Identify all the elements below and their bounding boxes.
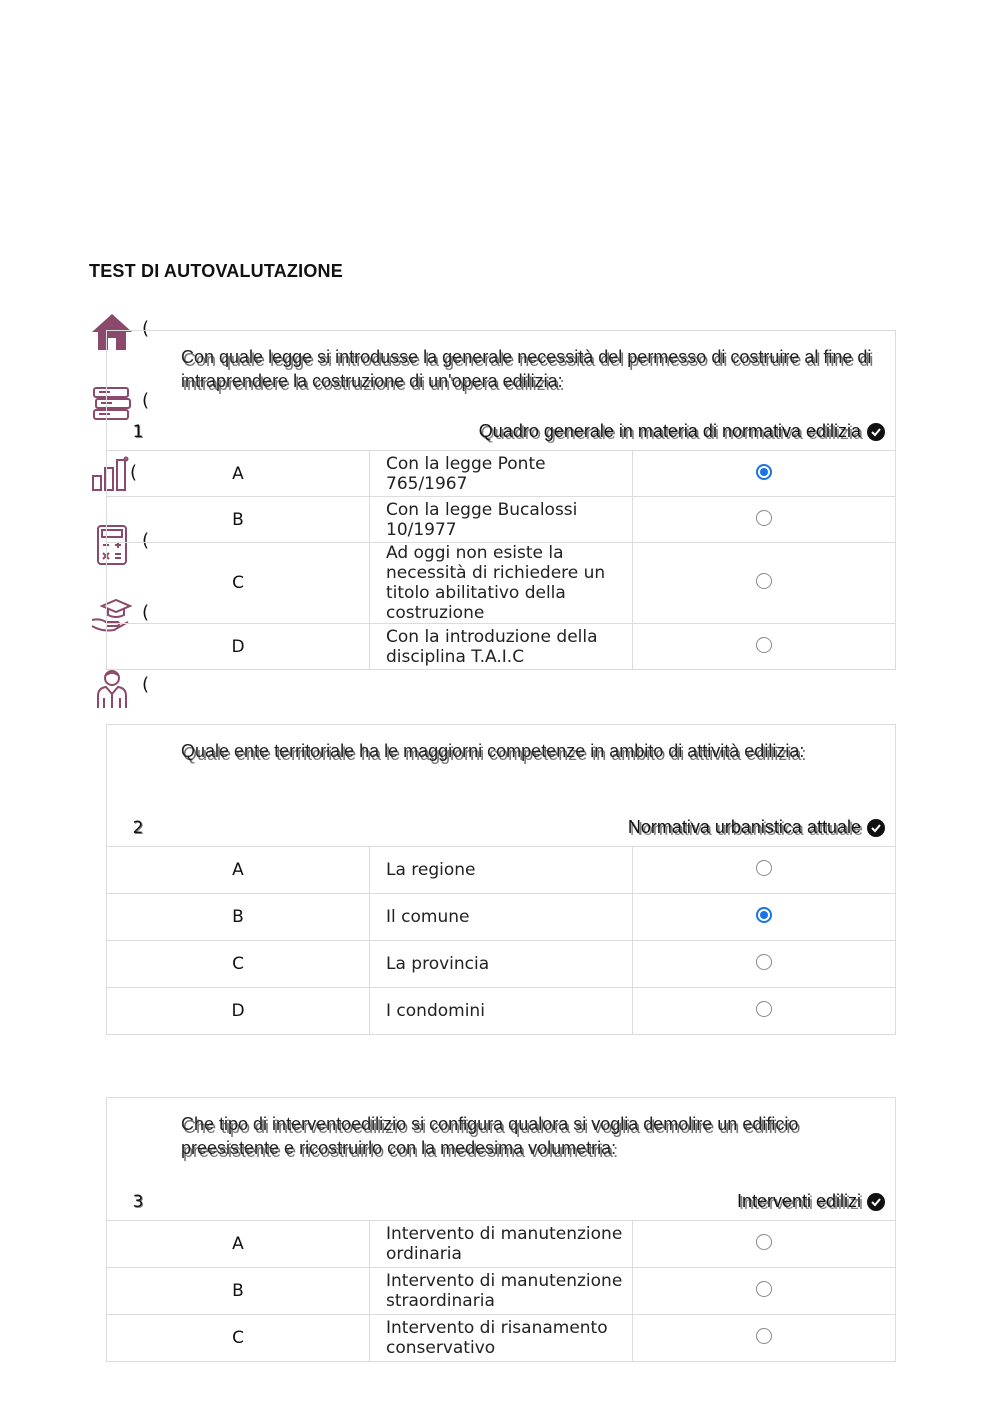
option-radio[interactable] [756, 1281, 772, 1297]
option-letter: B [107, 1268, 370, 1315]
question-text: Con quale legge si introdusse la generale necessità del permesso di costruire al fine di intraprendere la costruzione di un'opera edilizia: [181, 347, 872, 391]
option-row[interactable] [107, 1221, 896, 1268]
option-row[interactable] [107, 543, 896, 624]
option-text: Con la legge Ponte 765/1967 [370, 451, 633, 497]
option-radio[interactable] [756, 510, 772, 526]
question-category [479, 421, 885, 442]
option-row[interactable] [107, 847, 896, 894]
option-letter: B [107, 497, 370, 543]
option-radio[interactable] [756, 464, 772, 480]
option-radio[interactable] [756, 1001, 772, 1017]
option-radio[interactable] [756, 1328, 772, 1344]
question-text: Che tipo di interventoedilizio si configura qualora si voglia demolire un edificio preesistente e ricostruirlo con la medesima volumetria: [181, 1114, 799, 1158]
option-letter: D [107, 988, 370, 1035]
question-table [106, 330, 896, 670]
question-number: 2 [132, 818, 144, 838]
nav-paren: ( [142, 602, 150, 623]
option-text: I condomini [370, 988, 633, 1035]
question-table [106, 724, 896, 1035]
option-radio[interactable] [756, 637, 772, 653]
option-text: Il comune [370, 894, 633, 941]
option-row[interactable] [107, 988, 896, 1035]
option-text: Intervento di risanamento conservativo [370, 1315, 633, 1362]
check-circle-icon [867, 1193, 885, 1211]
nav-paren: ( [142, 530, 150, 551]
page-title: TEST DI AUTOVALUTAZIONE [89, 261, 343, 281]
option-radio[interactable] [756, 573, 772, 589]
teacher-icon [90, 668, 134, 710]
category-label: Quadro generale in materia di normativa edilizia [478, 421, 861, 441]
option-row[interactable] [107, 941, 896, 988]
nav-paren: ( [142, 390, 150, 411]
option-letter: A [107, 1221, 370, 1268]
category-label: Normativa urbanistica attuale [627, 817, 861, 837]
check-circle-icon [867, 423, 885, 441]
option-text: Con la introduzione della disciplina T.A.I.C [370, 624, 633, 670]
option-radio[interactable] [756, 860, 772, 876]
nav-paren: ( [130, 462, 138, 483]
option-letter: A [107, 451, 370, 497]
question-header [107, 725, 896, 847]
nav-item-teacher[interactable] [88, 668, 158, 712]
question-text: Quale ente territoriale ha le maggiorni competenze in ambito di attività edilizia: [181, 741, 805, 761]
option-letter: C [107, 1315, 370, 1362]
option-letter: C [107, 941, 370, 988]
option-row[interactable] [107, 1268, 896, 1315]
nav-paren: ( [142, 318, 150, 339]
question-header [107, 331, 896, 451]
option-text: La regione [370, 847, 633, 894]
option-row[interactable] [107, 497, 896, 543]
option-row[interactable] [107, 1315, 896, 1362]
question-table [106, 1097, 896, 1362]
option-text: Intervento di manutenzione straordinaria [370, 1268, 633, 1315]
option-radio[interactable] [756, 1234, 772, 1250]
option-text: La provincia [370, 941, 633, 988]
question-header [107, 1098, 896, 1221]
option-row[interactable] [107, 894, 896, 941]
option-letter: A [107, 847, 370, 894]
option-radio[interactable] [756, 954, 772, 970]
option-row[interactable] [107, 451, 896, 497]
option-letter: C [107, 543, 370, 624]
option-radio[interactable] [756, 907, 772, 923]
nav-paren: ( [142, 674, 150, 695]
option-text: Con la legge Bucalossi 10/1977 [370, 497, 633, 543]
option-text: Ad oggi non esiste la necessità di richiedere un titolo abilitativo della costruzione [370, 543, 633, 624]
question-category [628, 817, 885, 838]
question-number: 3 [132, 1192, 144, 1212]
category-label: Interventi edilizi [736, 1191, 861, 1211]
option-letter: B [107, 894, 370, 941]
option-text: Intervento di manutenzione ordinaria [370, 1221, 633, 1268]
option-letter: D [107, 624, 370, 670]
question-category [737, 1191, 885, 1212]
option-row[interactable] [107, 624, 896, 670]
check-circle-icon [867, 819, 885, 837]
question-number: 1 [132, 422, 144, 442]
